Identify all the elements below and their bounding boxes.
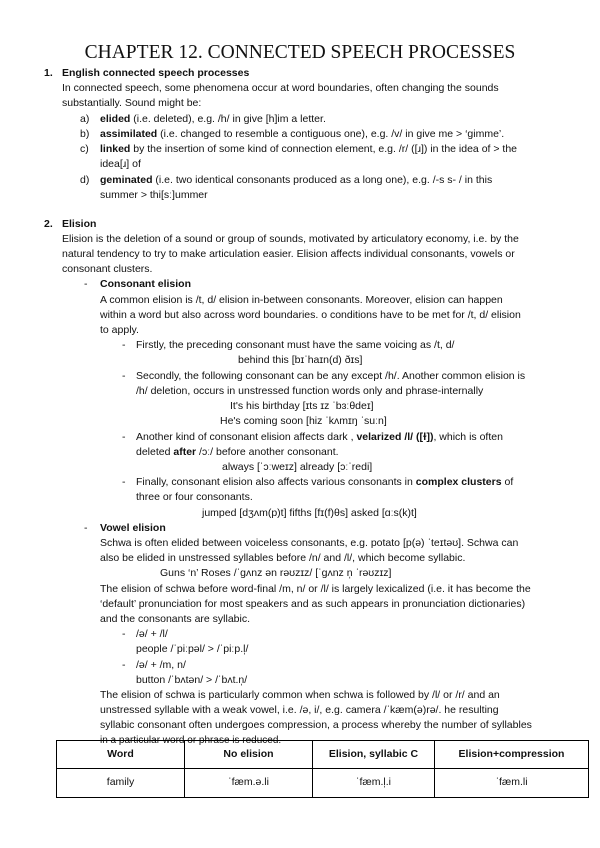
paragraph-line: Elision is the deletion of a sound or group of sounds, motivated by articulatory economy, i.e. by the [62, 233, 519, 245]
list-marker: c) [80, 143, 89, 155]
example-line: jumped [dʒʌm(p)t] fifths [fɪ(f)θs] asked [ɑːs(k)t] [202, 507, 417, 519]
table-cell: ˈfæm.li [435, 769, 589, 798]
list-marker: d) [80, 174, 90, 186]
section-1-number: 1. [44, 67, 53, 79]
bullet-text [136, 430, 503, 445]
list-item-text: (i.e. deleted), e.g. /h/ in give [h]im a letter. [130, 113, 326, 125]
paragraph-line: consonant clusters. [62, 263, 153, 275]
subsection-dash: - [84, 522, 88, 534]
bullet-text [136, 475, 513, 490]
rule-line: /ə/ + /l/ [136, 628, 168, 640]
paragraph-line: natural tendency to try to make articulation easier. Elision affects individual consonants, vowels or [62, 248, 515, 260]
table-cell: ˈfæm.l̩.i [313, 769, 435, 798]
bullet-text-bold: velarized /l/ ([ɫ]) [356, 431, 434, 443]
bullet-text-part: Another kind of consonant elision affects dark , [136, 431, 357, 443]
bullet-text: Secondly, the following consonant can be any except /h/. Another common elision is [136, 370, 526, 382]
bullet-text-part: /ɔː/ before another consonant. [196, 446, 339, 458]
bullet-text: three or four consonants. [136, 491, 253, 503]
consonant-elision-heading: Consonant elision [100, 278, 192, 290]
bullet-dash: - [122, 339, 126, 351]
list-marker: a) [80, 113, 90, 125]
list-item-continuation: idea[ɹ] of [100, 158, 141, 170]
bullet-dash: - [122, 628, 126, 640]
list-item-text: by the insertion of some kind of connection element, e.g. /r/ ([ɹ]) in the idea of > the [130, 143, 518, 155]
list-item [100, 142, 517, 157]
bullet-text: /h/ deletion, occurs in unstressed function words only and phrase-internally [136, 385, 484, 397]
bullet-dash: - [122, 370, 126, 382]
example-line: Guns ‘n’ Roses /ˈgʌnz ən rəʊzɪz/ [ˈgʌnz n̩ ˈrəʊzɪz] [160, 567, 392, 579]
list-item [100, 127, 504, 142]
list-marker: b) [80, 128, 90, 140]
bullet-text: Firstly, the preceding consonant must have the same voicing as /t, d/ [136, 339, 455, 351]
subsection-dash: - [84, 278, 88, 290]
example-line: behind this [bɪˈhaɪn(d) ðɪs] [238, 354, 363, 366]
paragraph-line: Schwa is often elided between voiceless consonants, e.g. potato [p(ə) ˈteɪtəʊ]. Schwa can [100, 537, 519, 549]
list-item-text: (i.e. two identical consonants produced as a long one), e.g. /-s s- / in this [152, 174, 493, 186]
paragraph-line: and the consonants are syllabic. [100, 613, 251, 625]
bullet-dash: - [122, 659, 126, 671]
example-line: He's coming soon [hiz ˈkʌmɪŋ ˈsuːn] [220, 415, 387, 427]
list-item-term: geminated [100, 174, 153, 186]
list-item-continuation: summer > thi[sː]ummer [100, 189, 208, 201]
section-1-intro-line: substantially. Sound might be: [62, 97, 202, 109]
bullet-text [136, 445, 339, 460]
paragraph-line: unstressed syllable with a weak vowel, i.e. /ə, i/, e.g. camera /ˈkæm(ə)rə/. he resulting [100, 704, 499, 716]
table-header-cell: Elision, syllabic C [313, 741, 435, 769]
table-header-cell: Elision+compression [435, 741, 589, 769]
elision-table [56, 740, 589, 798]
list-item-term: elided [100, 113, 131, 125]
paragraph-line: in a particular word or phrase is reduced. [100, 735, 282, 746]
list-item-term: linked [100, 143, 131, 155]
section-1-intro-line: In connected speech, some phenomena occur at word boundaries, often changing the sounds [62, 82, 499, 94]
table-header-cell: Word [57, 741, 185, 769]
table-header-cell: No elision [185, 741, 313, 769]
rule-example: button /ˈbʌtən/ > /ˈbʌt.n̩/ [136, 674, 248, 686]
example-line: always [ˈɔːweɪz] already [ɔːˈredi] [222, 461, 373, 473]
bullet-text-part: deleted [136, 446, 174, 458]
table-cell: ˈfæm.ə.li [185, 769, 313, 798]
vowel-elision-heading: Vowel elision [100, 522, 166, 534]
bullet-dash: - [122, 476, 126, 488]
bullet-text-bold: complex clusters [415, 476, 502, 488]
table-row [57, 769, 589, 798]
list-item-term: assimilated [100, 128, 158, 140]
paragraph-line: The elision of schwa before word-final /m, n/ or /l/ is largely lexicalized (i.e. it has become the [100, 583, 531, 595]
list-item-text: (i.e. changed to resemble a contiguous one), e.g. /v/ in give me > ‘gimme’. [157, 128, 505, 140]
paragraph-line: ‘default’ pronunciation for most speakers and as such appears in pronunciation dictionaries) [100, 598, 526, 610]
section-2-heading: Elision [62, 218, 97, 230]
bullet-dash: - [122, 431, 126, 443]
bullet-text-part: Finally, consonant elision also affects various consonants in [136, 476, 416, 488]
bullet-text-part: , which is often [433, 431, 503, 443]
bullet-text-bold: after [173, 446, 197, 458]
paragraph-line: A common elision is /t, d/ elision in-between consonants. Moreover, elision can happen [100, 294, 503, 306]
paragraph-line: also be elided in unstressed syllables before /n/ and /l/, which become syllabic. [100, 552, 466, 564]
list-item [100, 112, 326, 127]
rule-example: people /ˈpiːpəl/ > /ˈpiːp.l̩/ [136, 643, 249, 655]
paragraph-line: syllabic consonant often undergoes compression, a process whereby the number of syllables [100, 719, 532, 731]
chapter-title: CHAPTER 12. CONNECTED SPEECH PROCESSES [84, 42, 516, 63]
paragraph-line: The elision of schwa is particularly common when schwa is followed by /l/ or /r/ and an [100, 689, 500, 701]
bullet-text-part: of [501, 476, 514, 488]
section-1-heading: English connected speech processes [62, 67, 250, 79]
list-item [100, 173, 492, 188]
example-line: It's his birthday [ɪts ɪz ˈbɜːθdeɪ] [230, 400, 374, 412]
table-header-row [57, 741, 589, 769]
paragraph-line: to apply. [100, 324, 139, 336]
table-cell: family [57, 769, 185, 798]
section-2-number: 2. [44, 218, 53, 230]
rule-line: /ə/ + /m, n/ [136, 659, 186, 671]
paragraph-line: within a word but also across word boundaries. o conditions have to be met for /t, d/ elision [100, 309, 521, 321]
